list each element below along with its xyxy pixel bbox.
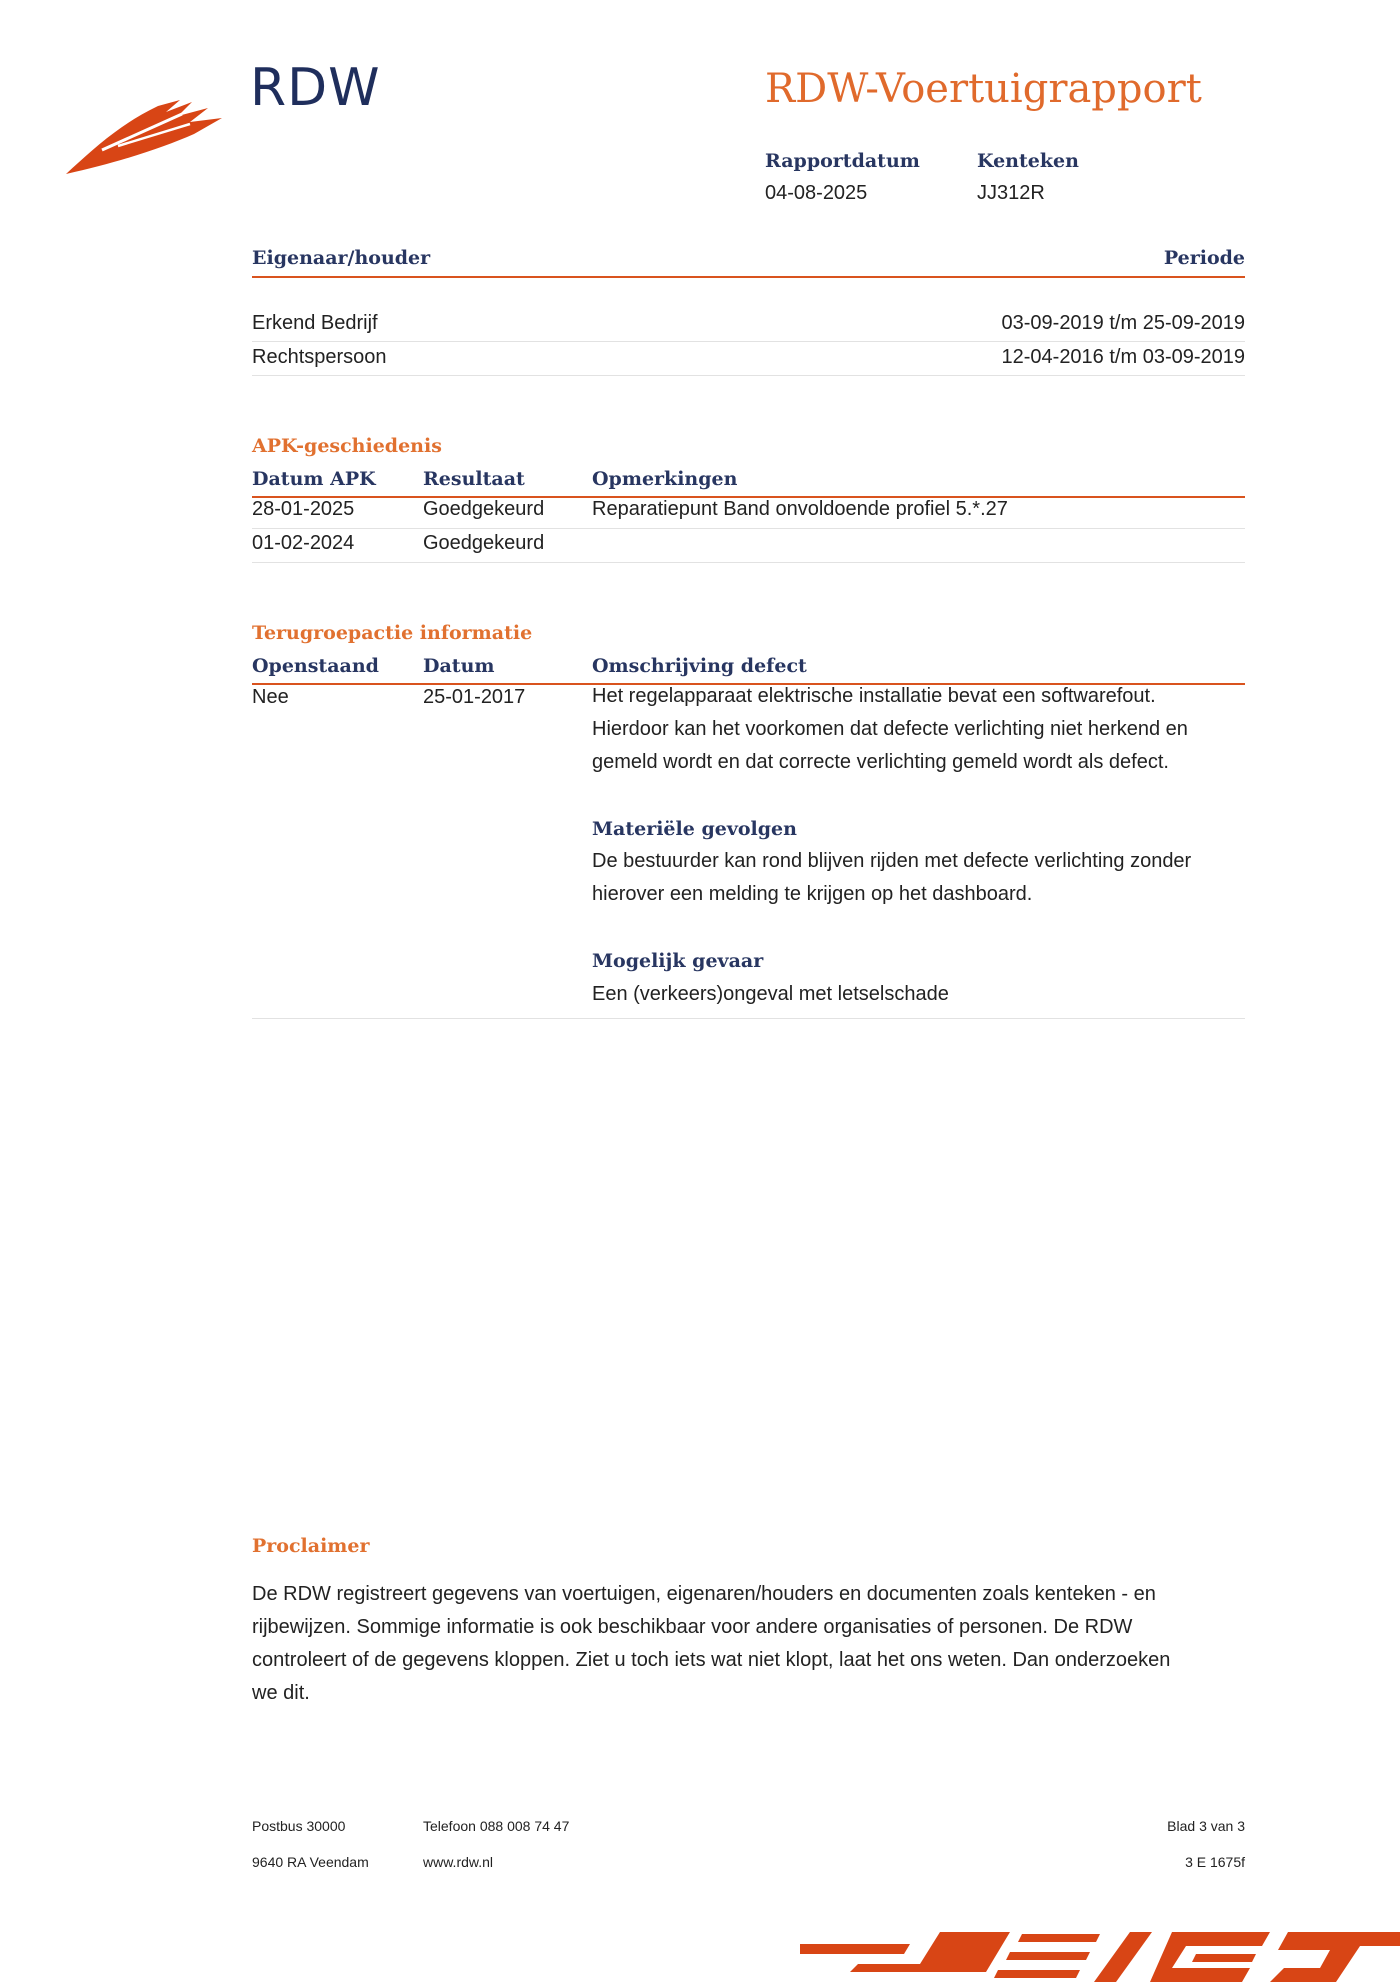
- apk-row-2-result: Goedgekeurd: [423, 532, 545, 554]
- kenteken-value: JJ312R: [977, 182, 1045, 204]
- footer-document-code: 3 E 1675f: [1185, 1854, 1245, 1870]
- footer-website[interactable]: www.rdw.nl: [423, 1854, 494, 1870]
- rapportdatum-value: 04-08-2025: [765, 182, 868, 204]
- footer-city: 9640 RA Veendam: [252, 1854, 369, 1870]
- consequences-line: hierover een melding te krijgen op het dashboard.: [592, 883, 1033, 905]
- proclaimer-title: Proclaimer: [252, 1535, 370, 1557]
- apk-remarks-header: Opmerkingen: [592, 468, 738, 490]
- recall-description-line: Het regelapparaat elektrische installatie bevat een softwarefout.: [592, 685, 1156, 707]
- apk-row-1-result: Goedgekeurd: [423, 498, 545, 520]
- period-column-header: Periode: [1163, 247, 1245, 269]
- proclaimer-line: rijbewijzen. Sommige informatie is ook beschikbaar voor andere organisaties of personen. De RDW: [252, 1616, 1133, 1638]
- consequences-label: Materiële gevolgen: [592, 818, 797, 840]
- footer-phone: Telefoon 088 008 74 47: [423, 1818, 570, 1834]
- brand-name: RDW: [250, 58, 381, 118]
- owners-header-rule: [252, 276, 1245, 278]
- recall-description-line: Hierdoor kan het voorkomen dat defecte verlichting niet herkend en: [592, 718, 1188, 740]
- rdw-wing-logo-icon: [62, 88, 232, 178]
- apk-row-divider: [252, 562, 1245, 563]
- recall-date-value: 25-01-2017: [423, 686, 526, 708]
- owners-row-divider: [252, 375, 1245, 376]
- footer-postbus: Postbus 30000: [252, 1818, 346, 1834]
- recall-open-value: Nee: [252, 686, 289, 708]
- owner-column-header: Eigenaar/houder: [252, 247, 431, 269]
- consequences-text: [592, 845, 1191, 911]
- owner-row-1-period: 03-09-2019 t/m 25-09-2019: [1001, 312, 1245, 334]
- consequences-line: De bestuurder kan rond blijven rijden met defecte verlichting zonder: [592, 850, 1192, 872]
- footer-page-number: Blad 3 van 3: [1167, 1818, 1245, 1834]
- owners-row-divider: [252, 341, 1245, 342]
- apk-row-divider: [252, 528, 1245, 529]
- proclaimer-line: we dit.: [252, 1682, 310, 1704]
- recall-row-divider: [252, 1018, 1245, 1019]
- rdw-stripes-decoration-icon: [800, 1924, 1400, 1982]
- document-title: RDW-Voertuigrapport: [765, 66, 1202, 112]
- owner-row-2-owner: Rechtspersoon: [252, 346, 387, 368]
- recall-section-title: Terugroepactie informatie: [252, 622, 533, 644]
- proclaimer-line: controleert of de gegevens kloppen. Ziet u toch iets wat niet klopt, laat het ons weten. Dan onderzoeken: [252, 1649, 1171, 1671]
- recall-description-line: gemeld wordt en dat correcte verlichting gemeld wordt als defect.: [592, 751, 1169, 773]
- rapportdatum-label: Rapportdatum: [765, 150, 920, 172]
- apk-row-2-date: 01-02-2024: [252, 532, 355, 554]
- recall-description: [592, 680, 1188, 779]
- owner-row-2-period: 12-04-2016 t/m 03-09-2019: [1001, 346, 1245, 368]
- proclaimer-text: [252, 1578, 1170, 1710]
- owner-row-1-owner: Erkend Bedrijf: [252, 312, 378, 334]
- recall-desc-header: Omschrijving defect: [592, 655, 807, 677]
- proclaimer-line: De RDW registreert gegevens van voertuigen, eigenaren/houders en documenten zoals kenteken - en: [252, 1583, 1156, 1605]
- recall-date-header: Datum: [423, 655, 495, 677]
- danger-text: Een (verkeers)ongeval met letselschade: [592, 983, 949, 1005]
- danger-label: Mogelijk gevaar: [592, 950, 764, 972]
- apk-row-1-remarks: Reparatiepunt Band onvoldoende profiel 5.*.27: [592, 498, 1008, 520]
- recall-open-header: Openstaand: [252, 655, 379, 677]
- apk-section-title: APK-geschiedenis: [252, 435, 442, 457]
- kenteken-label: Kenteken: [977, 150, 1079, 172]
- apk-row-1-date: 28-01-2025: [252, 498, 355, 520]
- apk-result-header: Resultaat: [423, 468, 525, 490]
- apk-date-header: Datum APK: [252, 468, 376, 490]
